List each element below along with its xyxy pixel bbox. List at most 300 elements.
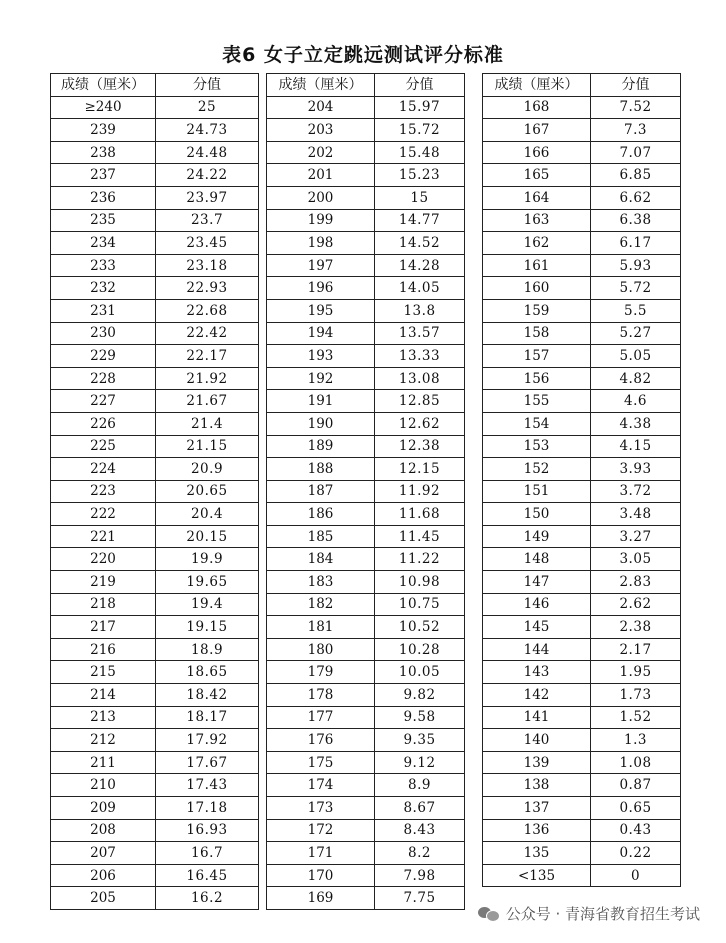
table-row — [51, 254, 259, 277]
score-cell: 173 — [267, 797, 375, 820]
table-row — [267, 322, 465, 345]
points-cell: 0.22 — [591, 842, 681, 865]
score-cell: 142 — [483, 684, 591, 707]
table-row — [483, 412, 681, 435]
score-cell: 156 — [483, 367, 591, 390]
score-cell: 224 — [51, 458, 156, 481]
table-row — [483, 661, 681, 684]
points-cell: 11.68 — [375, 503, 465, 526]
points-cell: 6.38 — [591, 209, 681, 232]
score-cell: 235 — [51, 209, 156, 232]
points-cell: 9.58 — [375, 706, 465, 729]
table-row — [267, 729, 465, 752]
score-cell: 227 — [51, 390, 156, 413]
table-row — [267, 367, 465, 390]
points-cell: 16.7 — [156, 842, 259, 865]
score-cell: ≥240 — [51, 96, 156, 119]
table-row — [267, 390, 465, 413]
table-row — [51, 367, 259, 390]
table-row — [483, 232, 681, 255]
score-cell: 164 — [483, 186, 591, 209]
points-cell: 18.65 — [156, 661, 259, 684]
points-cell: 5.5 — [591, 299, 681, 322]
score-cell: 181 — [267, 616, 375, 639]
table-row — [51, 593, 259, 616]
score-cell: <135 — [483, 864, 591, 887]
score-cell: 172 — [267, 819, 375, 842]
score-cell: 191 — [267, 390, 375, 413]
watermark-text: 公众号 · 青海省教育招生考试 — [505, 904, 700, 923]
score-cell: 238 — [51, 141, 156, 164]
table-row — [483, 480, 681, 503]
points-cell: 15.48 — [375, 141, 465, 164]
score-cell: 150 — [483, 503, 591, 526]
points-cell: 6.62 — [591, 186, 681, 209]
table-row — [267, 299, 465, 322]
points-cell: 7.3 — [591, 119, 681, 142]
table-row — [483, 774, 681, 797]
points-cell: 21.15 — [156, 435, 259, 458]
score-cell: 176 — [267, 729, 375, 752]
score-cell: 171 — [267, 842, 375, 865]
points-cell: 4.82 — [591, 367, 681, 390]
points-cell: 10.28 — [375, 638, 465, 661]
score-cell: 216 — [51, 638, 156, 661]
points-cell: 5.27 — [591, 322, 681, 345]
points-cell: 19.4 — [156, 593, 259, 616]
table-row — [483, 864, 681, 887]
points-cell: 14.05 — [375, 277, 465, 300]
table-row — [483, 435, 681, 458]
points-cell: 11.22 — [375, 548, 465, 571]
points-cell: 0.87 — [591, 774, 681, 797]
points-cell: 8.43 — [375, 819, 465, 842]
points-cell: 20.65 — [156, 480, 259, 503]
score-cell: 179 — [267, 661, 375, 684]
table-row — [51, 661, 259, 684]
table-row — [51, 864, 259, 887]
score-cell: 180 — [267, 638, 375, 661]
table-row — [51, 684, 259, 707]
points-cell: 14.28 — [375, 254, 465, 277]
score-cell: 215 — [51, 661, 156, 684]
points-cell: 19.15 — [156, 616, 259, 639]
score-cell: 199 — [267, 209, 375, 232]
score-cell: 195 — [267, 299, 375, 322]
points-cell: 23.18 — [156, 254, 259, 277]
score-cell: 208 — [51, 819, 156, 842]
table-row — [267, 684, 465, 707]
score-cell: 161 — [483, 254, 591, 277]
points-cell: 4.15 — [591, 435, 681, 458]
table-row — [51, 480, 259, 503]
table-row — [267, 819, 465, 842]
points-cell: 0.65 — [591, 797, 681, 820]
table-row — [483, 345, 681, 368]
table-row — [267, 458, 465, 481]
points-cell: 10.52 — [375, 616, 465, 639]
score-cell: 158 — [483, 322, 591, 345]
table-row — [51, 729, 259, 752]
points-cell: 2.83 — [591, 571, 681, 594]
points-cell: 21.92 — [156, 367, 259, 390]
score-cell: 174 — [267, 774, 375, 797]
table-row — [267, 232, 465, 255]
points-cell: 17.67 — [156, 751, 259, 774]
score-cell: 194 — [267, 322, 375, 345]
score-cell: 152 — [483, 458, 591, 481]
points-cell: 2.62 — [591, 593, 681, 616]
points-cell: 22.93 — [156, 277, 259, 300]
score-cell: 178 — [267, 684, 375, 707]
table-row — [51, 774, 259, 797]
points-cell: 17.18 — [156, 797, 259, 820]
score-cell: 162 — [483, 232, 591, 255]
score-cell: 182 — [267, 593, 375, 616]
watermark — [474, 900, 704, 926]
points-cell: 1.08 — [591, 751, 681, 774]
table-row — [51, 345, 259, 368]
score-cell: 206 — [51, 864, 156, 887]
score-cell: 233 — [51, 254, 156, 277]
table-row — [483, 729, 681, 752]
table-row — [51, 209, 259, 232]
score-cell: 229 — [51, 345, 156, 368]
header-points: 分值 — [375, 74, 465, 97]
score-cell: 192 — [267, 367, 375, 390]
table-row — [267, 525, 465, 548]
score-cell: 196 — [267, 277, 375, 300]
points-cell: 7.52 — [591, 96, 681, 119]
table-row — [51, 119, 259, 142]
table-row — [267, 593, 465, 616]
table-row — [267, 480, 465, 503]
points-cell: 7.07 — [591, 141, 681, 164]
points-cell: 7.75 — [375, 887, 465, 910]
table-row — [483, 525, 681, 548]
score-cell: 189 — [267, 435, 375, 458]
score-cell: 213 — [51, 706, 156, 729]
points-cell: 12.62 — [375, 412, 465, 435]
table-row — [267, 277, 465, 300]
table-row — [51, 96, 259, 119]
table-row — [51, 435, 259, 458]
table-row — [267, 797, 465, 820]
points-cell: 1.73 — [591, 684, 681, 707]
points-cell: 20.15 — [156, 525, 259, 548]
points-cell: 21.4 — [156, 412, 259, 435]
table-row — [51, 390, 259, 413]
points-cell: 13.8 — [375, 299, 465, 322]
score-cell: 140 — [483, 729, 591, 752]
table-row — [51, 842, 259, 865]
table-row — [51, 571, 259, 594]
points-cell: 21.67 — [156, 390, 259, 413]
score-cell: 203 — [267, 119, 375, 142]
table-row — [483, 638, 681, 661]
table-row — [51, 887, 259, 910]
points-cell: 10.05 — [375, 661, 465, 684]
points-cell: 25 — [156, 96, 259, 119]
points-cell: 0.43 — [591, 819, 681, 842]
points-cell: 19.9 — [156, 548, 259, 571]
score-cell: 143 — [483, 661, 591, 684]
score-cell: 145 — [483, 616, 591, 639]
table-row — [483, 842, 681, 865]
score-cell: 169 — [267, 887, 375, 910]
points-cell: 6.17 — [591, 232, 681, 255]
score-cell: 225 — [51, 435, 156, 458]
table-row — [51, 503, 259, 526]
points-cell: 11.45 — [375, 525, 465, 548]
table-row — [51, 164, 259, 187]
score-cell: 207 — [51, 842, 156, 865]
points-cell: 23.97 — [156, 186, 259, 209]
table-row — [483, 593, 681, 616]
score-cell: 151 — [483, 480, 591, 503]
table-row — [267, 412, 465, 435]
page-title: 表6 女子立定跳远测试评分标准 — [222, 44, 504, 66]
points-cell: 1.3 — [591, 729, 681, 752]
points-cell: 4.6 — [591, 390, 681, 413]
score-cell: 220 — [51, 548, 156, 571]
table-row — [267, 186, 465, 209]
score-cell: 217 — [51, 616, 156, 639]
table-row — [483, 186, 681, 209]
table-row — [267, 435, 465, 458]
score-cell: 211 — [51, 751, 156, 774]
points-cell: 3.05 — [591, 548, 681, 571]
table-row — [51, 751, 259, 774]
score-cell: 148 — [483, 548, 591, 571]
table-row — [51, 616, 259, 639]
table-row — [267, 141, 465, 164]
score-cell: 231 — [51, 299, 156, 322]
points-cell: 18.17 — [156, 706, 259, 729]
score-cell: 234 — [51, 232, 156, 255]
table-row — [267, 254, 465, 277]
score-cell: 186 — [267, 503, 375, 526]
points-cell: 2.38 — [591, 616, 681, 639]
points-cell: 23.45 — [156, 232, 259, 255]
table-row — [483, 367, 681, 390]
score-cell: 185 — [267, 525, 375, 548]
score-table-1 — [50, 73, 259, 910]
score-cell: 135 — [483, 842, 591, 865]
table-row — [483, 141, 681, 164]
table-header-row — [51, 74, 259, 97]
points-cell: 9.35 — [375, 729, 465, 752]
table-row — [51, 141, 259, 164]
points-cell: 3.48 — [591, 503, 681, 526]
points-cell: 18.9 — [156, 638, 259, 661]
score-cell: 167 — [483, 119, 591, 142]
score-cell: 212 — [51, 729, 156, 752]
score-cell: 166 — [483, 141, 591, 164]
table-row — [483, 706, 681, 729]
table-row — [267, 774, 465, 797]
points-cell: 5.05 — [591, 345, 681, 368]
table-row — [483, 119, 681, 142]
points-cell: 3.27 — [591, 525, 681, 548]
points-cell: 8.2 — [375, 842, 465, 865]
score-cell: 160 — [483, 277, 591, 300]
table-row — [483, 616, 681, 639]
table-row — [51, 797, 259, 820]
score-cell: 184 — [267, 548, 375, 571]
table-row — [483, 322, 681, 345]
score-cell: 136 — [483, 819, 591, 842]
score-cell: 175 — [267, 751, 375, 774]
table-row — [267, 548, 465, 571]
table-row — [483, 684, 681, 707]
score-cell: 237 — [51, 164, 156, 187]
table-row — [51, 525, 259, 548]
score-cell: 153 — [483, 435, 591, 458]
score-cell: 188 — [267, 458, 375, 481]
table-row — [51, 458, 259, 481]
table-row — [267, 751, 465, 774]
table-row — [267, 638, 465, 661]
points-cell: 11.92 — [375, 480, 465, 503]
points-cell: 16.93 — [156, 819, 259, 842]
table-row — [267, 209, 465, 232]
table-row — [483, 571, 681, 594]
points-cell: 13.57 — [375, 322, 465, 345]
table-row — [51, 232, 259, 255]
table-row — [51, 706, 259, 729]
table-row — [483, 797, 681, 820]
table-row — [267, 842, 465, 865]
score-cell: 236 — [51, 186, 156, 209]
points-cell: 1.52 — [591, 706, 681, 729]
header-points: 分值 — [591, 74, 681, 97]
points-cell: 9.82 — [375, 684, 465, 707]
points-cell: 15 — [375, 186, 465, 209]
score-cell: 163 — [483, 209, 591, 232]
score-cell: 198 — [267, 232, 375, 255]
table-row — [483, 164, 681, 187]
wechat-icon — [478, 905, 500, 921]
points-cell: 10.98 — [375, 571, 465, 594]
score-cell: 157 — [483, 345, 591, 368]
score-cell: 221 — [51, 525, 156, 548]
table-row — [267, 503, 465, 526]
score-cell: 168 — [483, 96, 591, 119]
points-cell: 22.68 — [156, 299, 259, 322]
score-cell: 154 — [483, 412, 591, 435]
score-cell: 165 — [483, 164, 591, 187]
points-cell: 19.65 — [156, 571, 259, 594]
points-cell: 15.72 — [375, 119, 465, 142]
points-cell: 17.92 — [156, 729, 259, 752]
points-cell: 22.42 — [156, 322, 259, 345]
points-cell: 8.9 — [375, 774, 465, 797]
points-cell: 24.48 — [156, 141, 259, 164]
score-cell: 204 — [267, 96, 375, 119]
header-score: 成绩（厘米） — [267, 74, 375, 97]
table-row — [483, 254, 681, 277]
points-cell: 5.93 — [591, 254, 681, 277]
points-cell: 9.12 — [375, 751, 465, 774]
points-cell: 3.72 — [591, 480, 681, 503]
score-cell: 209 — [51, 797, 156, 820]
table-row — [267, 616, 465, 639]
points-cell: 15.23 — [375, 164, 465, 187]
table-header-row — [483, 74, 681, 97]
table-row — [483, 96, 681, 119]
score-cell: 226 — [51, 412, 156, 435]
table-row — [267, 571, 465, 594]
points-cell: 6.85 — [591, 164, 681, 187]
table-row — [483, 390, 681, 413]
score-cell: 146 — [483, 593, 591, 616]
header-score: 成绩（厘米） — [51, 74, 156, 97]
table-row — [267, 864, 465, 887]
table-row — [483, 503, 681, 526]
score-cell: 139 — [483, 751, 591, 774]
table-row — [483, 819, 681, 842]
score-cell: 214 — [51, 684, 156, 707]
points-cell: 13.33 — [375, 345, 465, 368]
table-row — [483, 277, 681, 300]
points-cell: 15.97 — [375, 96, 465, 119]
points-cell: 24.22 — [156, 164, 259, 187]
score-cell: 239 — [51, 119, 156, 142]
points-cell: 1.95 — [591, 661, 681, 684]
score-cell: 149 — [483, 525, 591, 548]
points-cell: 7.98 — [375, 864, 465, 887]
points-cell: 24.73 — [156, 119, 259, 142]
table-row — [51, 819, 259, 842]
points-cell: 12.15 — [375, 458, 465, 481]
table-row — [51, 277, 259, 300]
score-cell: 218 — [51, 593, 156, 616]
score-cell: 183 — [267, 571, 375, 594]
points-cell: 22.17 — [156, 345, 259, 368]
score-cell: 232 — [51, 277, 156, 300]
score-cell: 137 — [483, 797, 591, 820]
score-cell: 228 — [51, 367, 156, 390]
points-cell: 3.93 — [591, 458, 681, 481]
table-row — [51, 322, 259, 345]
score-cell: 187 — [267, 480, 375, 503]
table-row — [51, 638, 259, 661]
header-points: 分值 — [156, 74, 259, 97]
score-cell: 210 — [51, 774, 156, 797]
points-cell: 20.9 — [156, 458, 259, 481]
score-cell: 205 — [51, 887, 156, 910]
table-row — [267, 706, 465, 729]
score-cell: 138 — [483, 774, 591, 797]
points-cell: 8.67 — [375, 797, 465, 820]
score-table-2 — [266, 73, 465, 910]
score-cell: 201 — [267, 164, 375, 187]
points-cell: 18.42 — [156, 684, 259, 707]
score-cell: 200 — [267, 186, 375, 209]
score-cell: 170 — [267, 864, 375, 887]
table-row — [267, 345, 465, 368]
points-cell: 12.85 — [375, 390, 465, 413]
points-cell: 4.38 — [591, 412, 681, 435]
score-cell: 219 — [51, 571, 156, 594]
score-cell: 223 — [51, 480, 156, 503]
table-row — [483, 299, 681, 322]
score-cell: 147 — [483, 571, 591, 594]
points-cell: 20.4 — [156, 503, 259, 526]
table-row — [267, 119, 465, 142]
points-cell: 5.72 — [591, 277, 681, 300]
